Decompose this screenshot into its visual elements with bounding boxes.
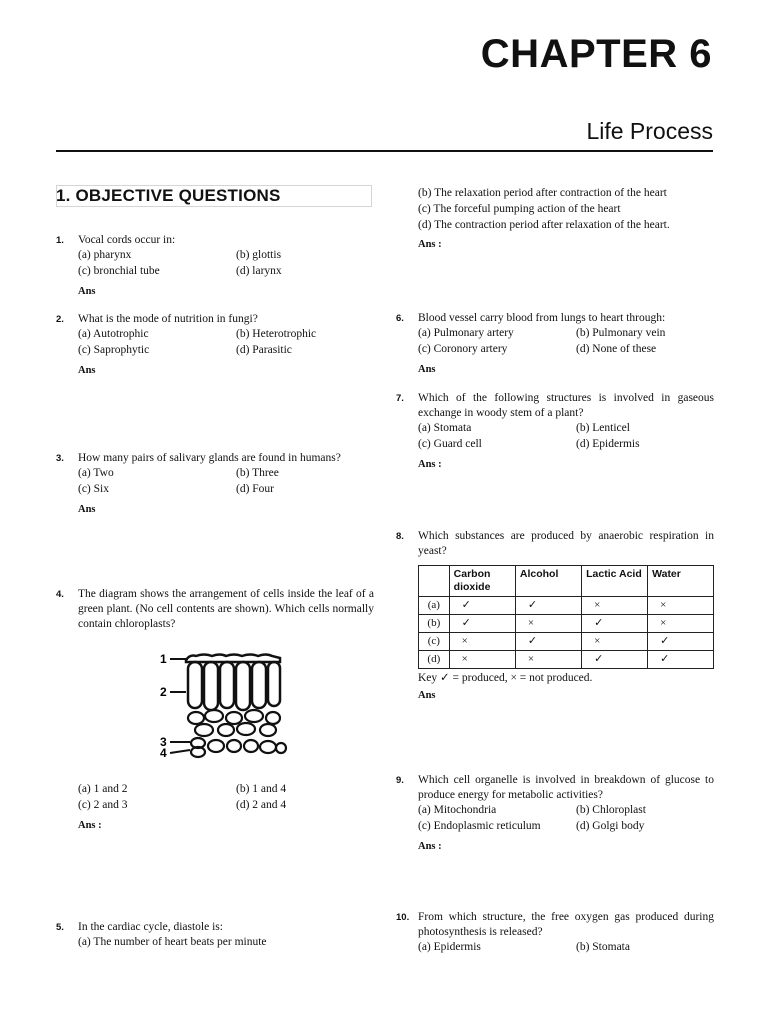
table-cell: ✓ bbox=[449, 597, 515, 615]
option-c[interactable]: (c) Coronory artery bbox=[418, 343, 508, 355]
option-c[interactable]: (c) 2 and 3 bbox=[78, 799, 128, 811]
option-a[interactable]: (a) Epidermis bbox=[418, 941, 481, 953]
options-row bbox=[78, 466, 374, 482]
table-row[interactable] bbox=[419, 633, 714, 651]
options-row bbox=[78, 782, 374, 798]
option-c[interactable]: (c) Saprophytic bbox=[78, 344, 150, 356]
table-cell: × bbox=[449, 651, 515, 669]
question-number: 2. bbox=[56, 314, 64, 325]
table-header-cell bbox=[419, 566, 450, 597]
table-cell: ✓ bbox=[582, 615, 648, 633]
diagram-label-4: 4 bbox=[160, 746, 167, 760]
option-a[interactable]: (a) Two bbox=[78, 467, 114, 479]
table-cell: ✓ bbox=[515, 633, 581, 651]
question-number: 3. bbox=[56, 453, 64, 464]
option-c[interactable]: (c) The forceful pumping action of the heart bbox=[418, 203, 621, 215]
options-row bbox=[78, 482, 374, 498]
options-row bbox=[418, 342, 714, 358]
table-cell: ✓ bbox=[449, 615, 515, 633]
header-rule bbox=[56, 150, 713, 152]
options-row bbox=[418, 819, 714, 835]
question-1 bbox=[56, 233, 374, 299]
answer-label: Ans : bbox=[418, 841, 442, 852]
question-text: Which cell organelle is involved in breakdown of glucose to produce energy for metabolic activities? bbox=[418, 774, 714, 801]
option-a[interactable]: (a) 1 and 2 bbox=[78, 783, 128, 795]
table-cell: (b) bbox=[419, 615, 450, 633]
option-b[interactable]: (b) Lenticel bbox=[576, 422, 630, 434]
question-5-continued bbox=[396, 186, 714, 252]
question-9 bbox=[396, 773, 714, 854]
question-number: 4. bbox=[56, 589, 64, 600]
table-cell: ✓ bbox=[648, 633, 714, 651]
option-c[interactable]: (c) Guard cell bbox=[418, 438, 482, 450]
question-text: Which substances are produced by anaerobic respiration in yeast? bbox=[418, 530, 714, 557]
question-number: 5. bbox=[56, 922, 64, 933]
options-row bbox=[418, 421, 714, 437]
options-row bbox=[78, 798, 374, 814]
question-10 bbox=[396, 910, 714, 956]
question-8 bbox=[396, 529, 714, 703]
question-number: 10. bbox=[396, 912, 410, 923]
table-row[interactable] bbox=[419, 615, 714, 633]
option-d[interactable]: (d) Parasitic bbox=[236, 344, 292, 356]
table-cell: × bbox=[648, 597, 714, 615]
question-text: Blood vessel carry blood from lungs to heart through: bbox=[418, 312, 666, 324]
question-2 bbox=[56, 312, 374, 378]
answer-label: Ans bbox=[418, 364, 436, 375]
option-a[interactable]: (a) Pulmonary artery bbox=[418, 327, 514, 339]
options-row bbox=[78, 248, 374, 264]
option-b[interactable]: (b) Pulmonary vein bbox=[576, 327, 666, 339]
options-row bbox=[78, 264, 374, 280]
table-cell: × bbox=[449, 633, 515, 651]
option-b[interactable]: (b) glottis bbox=[236, 249, 282, 261]
table-cell: × bbox=[582, 597, 648, 615]
option-a[interactable]: (a) The number of heart beats per minute bbox=[78, 936, 267, 948]
option-b[interactable]: (b) Heterotrophic bbox=[236, 328, 317, 340]
question-4-options bbox=[56, 782, 374, 833]
option-a[interactable]: (a) Stomata bbox=[418, 422, 472, 434]
option-d[interactable]: (d) None of these bbox=[576, 343, 657, 355]
option-c[interactable]: (c) Six bbox=[78, 483, 109, 495]
answer-label: Ans bbox=[78, 286, 96, 297]
table-cell: × bbox=[515, 615, 581, 633]
table-cell: ✓ bbox=[648, 651, 714, 669]
option-d[interactable]: (d) Golgi body bbox=[576, 820, 645, 832]
option-a[interactable]: (a) Autotrophic bbox=[78, 328, 149, 340]
table-header-cell: Alcohol bbox=[515, 566, 581, 597]
options-row bbox=[418, 437, 714, 453]
table-cell: × bbox=[515, 651, 581, 669]
table-row[interactable] bbox=[419, 651, 714, 669]
table-row[interactable] bbox=[419, 597, 714, 615]
question-text: Which of the following structures is involved in gaseous exchange in woody stem of a plant? bbox=[418, 392, 714, 419]
table-header-cell: Carbon dioxide bbox=[449, 566, 515, 597]
options-row bbox=[418, 803, 714, 819]
table-cell: ✓ bbox=[582, 651, 648, 669]
substances-table bbox=[418, 565, 714, 669]
table-cell: ✓ bbox=[515, 597, 581, 615]
option-b[interactable]: (b) Stomata bbox=[576, 941, 630, 953]
diagram-label-1: 1 bbox=[160, 652, 167, 666]
option-c[interactable]: (c) bronchial tube bbox=[78, 265, 160, 277]
answer-label: Ans bbox=[78, 504, 96, 515]
option-b[interactable]: (b) Three bbox=[236, 467, 279, 479]
question-text: From which structure, the free oxygen gas produced during photosynthesis is released? bbox=[418, 911, 714, 938]
options-row bbox=[78, 327, 374, 343]
options-row bbox=[418, 326, 714, 342]
table-header-cell: Water bbox=[648, 566, 714, 597]
table-header-cell: Lactic Acid bbox=[582, 566, 648, 597]
table-cell: (c) bbox=[419, 633, 450, 651]
chapter-title: CHAPTER 6 bbox=[480, 32, 712, 76]
question-number: 1. bbox=[56, 235, 64, 246]
question-5 bbox=[56, 920, 374, 950]
question-text: Vocal cords occur in: bbox=[78, 234, 176, 246]
option-b[interactable]: (b) The relaxation period after contraction of the heart bbox=[418, 187, 667, 199]
option-a[interactable]: (a) Mitochondria bbox=[418, 804, 497, 816]
option-d[interactable]: (d) Four bbox=[236, 483, 275, 495]
table-key: Key ✓ = produced, × = not produced. bbox=[418, 672, 593, 684]
question-number: 7. bbox=[396, 393, 404, 404]
table-cell: (d) bbox=[419, 651, 450, 669]
answer-label: Ans : bbox=[418, 239, 442, 250]
question-3 bbox=[56, 451, 374, 517]
question-text: What is the mode of nutrition in fungi? bbox=[78, 313, 258, 325]
section-title: 1. OBJECTIVE QUESTIONS bbox=[56, 186, 281, 205]
option-d[interactable]: (d) Epidermis bbox=[576, 438, 640, 450]
table-cell: × bbox=[582, 633, 648, 651]
question-number: 9. bbox=[396, 775, 404, 786]
question-4 bbox=[56, 587, 374, 632]
option-b[interactable]: (b) Chloroplast bbox=[576, 804, 646, 816]
chapter-subtitle: Life Process bbox=[586, 118, 713, 144]
diagram-label-2: 2 bbox=[160, 685, 167, 699]
option-d[interactable]: (d) 2 and 4 bbox=[236, 799, 287, 811]
options-row bbox=[418, 940, 714, 956]
answer-label: Ans bbox=[418, 690, 436, 701]
question-6 bbox=[396, 311, 714, 377]
table-header-row bbox=[419, 566, 714, 597]
question-text: The diagram shows the arrangement of cells inside the leaf of a green plant. (No cell contents are shown). Which cells normally contain chloroplasts? bbox=[78, 588, 374, 630]
question-text: In the cardiac cycle, diastole is: bbox=[78, 921, 223, 933]
diagram-label-3: 3 bbox=[160, 735, 167, 749]
table-cell: × bbox=[648, 615, 714, 633]
option-d[interactable]: (d) The contraction period after relaxation of the heart. bbox=[418, 219, 670, 231]
answer-label: Ans : bbox=[78, 820, 102, 831]
option-d[interactable]: (d) larynx bbox=[236, 265, 282, 277]
leaf-cells-diagram bbox=[160, 648, 290, 760]
question-text: How many pairs of salivary glands are found in humans? bbox=[78, 452, 341, 464]
option-b[interactable]: (b) 1 and 4 bbox=[236, 783, 287, 795]
table-cell: (a) bbox=[419, 597, 450, 615]
answer-label: Ans : bbox=[418, 459, 442, 470]
answer-label: Ans bbox=[78, 365, 96, 376]
question-7 bbox=[396, 391, 714, 472]
question-number: 8. bbox=[396, 531, 404, 542]
option-c[interactable]: (c) Endoplasmic reticulum bbox=[418, 820, 541, 832]
option-a[interactable]: (a) pharynx bbox=[78, 249, 132, 261]
options-row bbox=[78, 343, 374, 359]
question-number: 6. bbox=[396, 313, 404, 324]
